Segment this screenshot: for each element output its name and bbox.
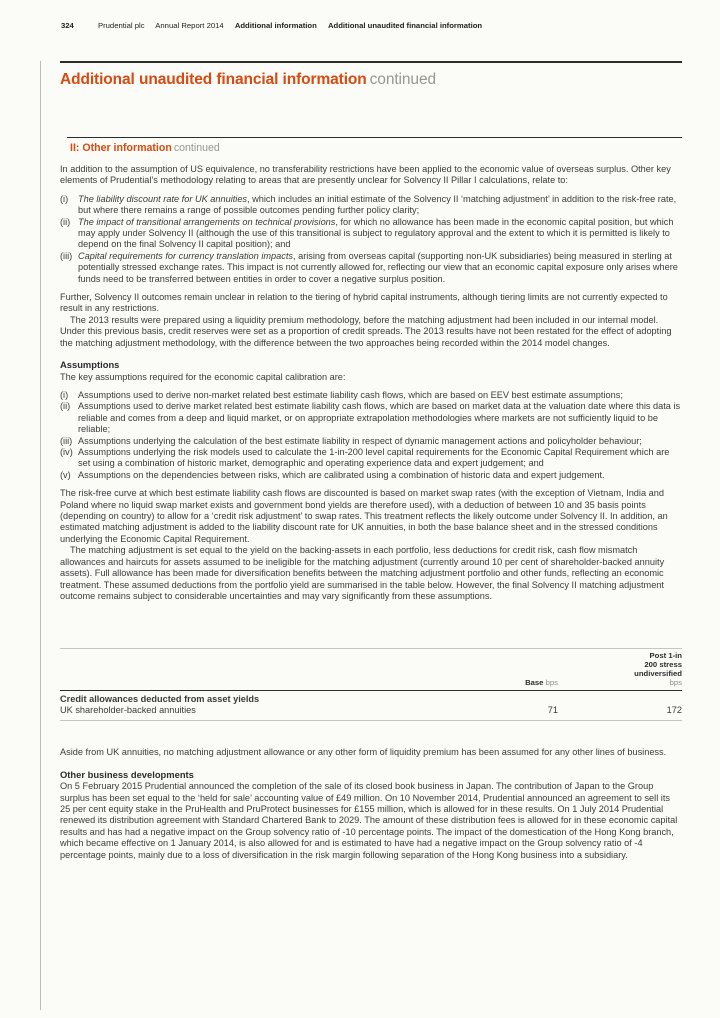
aside-paragraph: Aside from UK annuities, no matching adjustment allowance or any other form of liquidity premium has been assumed for any other lines of business. bbox=[60, 747, 667, 758]
solvency-list bbox=[60, 194, 682, 285]
list-item bbox=[60, 470, 682, 481]
list-item-text: Assumptions used to derive market related best estimate liability cash flows, which are based on market data at the valuation date where this data is reliable and comes from a deep and liquid market, or on appropriate extrapolation methodologies where markets are not sufficiently liquid to be reliable; bbox=[78, 401, 681, 435]
list-item-marker: (iii) bbox=[60, 250, 73, 261]
list-item-marker: (v) bbox=[60, 469, 71, 480]
page-number: 324 bbox=[61, 21, 74, 30]
list-item bbox=[60, 447, 682, 470]
column-header-stress-line1: Post 1-in bbox=[649, 651, 682, 661]
list-item-lead: The liability discount rate for UK annuities bbox=[78, 193, 248, 204]
other-business-paragraph: On 5 February 2015 Prudential announced the completion of the sale of its closed book business in Japan. The contribution of Japan to the Group surplus has been set equal to the ‘held for sale’ accounting value of £49 million. On 10 November 2014, Prudential announced an agreement to sell its 25 per cent equity stake in the PruHealth and PruProtect businesses for £155 million, which is allowed for in these results. On 1 July 2014 Prudential renewed its distribution agreement with Standard Chartered Bank to 2029. The amount of these distribution fees is allowed for in these economic capital results and has had a negative impact on the Group solvency ratio of -10 percentage points. The impact of the domestication of the Hong Kong branch, which became effective on 1 January 2014, is also allowed for and is estimated to have had a negative impact on the Group solvency ratio of -4 percentage points, mainly due to a loss of diversification in the risk margin following separation of the Hong Kong business into a subsidiary. bbox=[60, 781, 678, 860]
intro-paragraph: In addition to the assumption of US equivalence, no transferability restrictions have been applied to the economic value of overseas surplus. Other key elements of Prudential’s methodology relating to areas that are presently unclear for Solvency II Pillar I calculations, relate to: bbox=[60, 164, 671, 186]
section-heading-continued: continued bbox=[173, 142, 220, 154]
paragraph-group bbox=[60, 488, 682, 602]
table-group-row: Credit allowances deducted from asset yields bbox=[60, 693, 260, 704]
further-paragraph: Further, Solvency II outcomes remain unclear in relation to the tiering of hybrid capital instruments, although tiering limits are not currently expected to result in any restrictions. bbox=[60, 292, 668, 314]
section-heading-main: II: Other information bbox=[70, 142, 172, 154]
assumptions-heading: Assumptions bbox=[60, 359, 120, 371]
table-body bbox=[60, 691, 682, 722]
table-header-row bbox=[60, 648, 682, 690]
breadcrumb-report: Annual Report 2014 bbox=[155, 21, 224, 30]
list-item bbox=[60, 217, 682, 251]
list-item bbox=[60, 401, 682, 435]
table-row bbox=[60, 705, 682, 716]
list-item-rest: , which includes an initial estimate of the Solvency II ‘matching adjustment’ in addition to the risk-free rate, but where there remains a range of possible outcomes pending further policy clarity; bbox=[78, 193, 677, 216]
breadcrumb-section: Additional information bbox=[234, 21, 317, 30]
column-header-stress-unit: bps bbox=[669, 677, 682, 687]
page-title-continued: continued bbox=[369, 71, 436, 88]
column-header-stress-line2: 200 stress bbox=[644, 660, 682, 670]
list-item-lead: The impact of transitional arrangements on technical provisions bbox=[78, 216, 336, 227]
left-margin-rule bbox=[40, 61, 41, 1010]
list-item-text bbox=[78, 251, 678, 284]
risk-free-paragraph: The risk-free curve at which best estimate liability cash flows are discounted is based on market swap rates (with the exception of Vietnam, India and Poland where no liquid swap market exists and government bond yields are therefore used), with a deduction of between 10 and 35 basis points (depending on country) to allow for a ‘credit risk adjustment’ to swap rates. This treatment reflects the likely outcome under Solvency II. In addition, an estimated matching adjustment is added to the liability discount rate for UK annuities, in both the base balance sheet and in the stressed conditions underlying the Economic Capital Requirement. bbox=[60, 488, 668, 544]
column-header-base-unit: bps bbox=[545, 677, 558, 687]
list-item-marker: (ii) bbox=[60, 401, 71, 412]
list-item bbox=[60, 194, 682, 217]
list-item-marker: (ii) bbox=[60, 216, 71, 227]
breadcrumb-company: Prudential plc bbox=[97, 21, 145, 30]
table-cell-base-value: 71 bbox=[547, 704, 558, 715]
page-title-main: Additional unaudited financial information bbox=[60, 71, 367, 88]
column-header-stress-line3: undiversified bbox=[634, 668, 682, 678]
list-item-marker: (i) bbox=[60, 193, 69, 204]
results-2013-paragraph: The 2013 results were prepared using a liquidity premium methodology, before the matching adjustment had been included in our internal model. Under this previous basis, credit reserves were set as a proportion of credit spreads. The 2013 results have not been restated for the effect of adopting the matching adjustment methodology, with the difference between the two approaches being recorded within the 2014 model changes. bbox=[60, 314, 672, 348]
list-item bbox=[60, 390, 682, 401]
list-item-text bbox=[78, 217, 673, 250]
assumptions-list bbox=[60, 390, 682, 481]
page-header bbox=[61, 21, 491, 30]
table-cell-stress-value: 172 bbox=[666, 704, 682, 715]
list-item-text: Assumptions underlying the calculation of the best estimate liability in respect of dynamic management actions and policyholder behaviour; bbox=[78, 435, 642, 446]
list-item-text: Assumptions on the dependencies between risks, which are calibrated using a combination of historic data and expert judgement. bbox=[78, 469, 605, 480]
page-title bbox=[60, 71, 436, 89]
credit-allowances-table bbox=[60, 648, 682, 721]
paragraph-group bbox=[60, 292, 682, 349]
matching-adjustment-paragraph: The matching adjustment is set equal to the yield on the backing-assets in each portfolio, less deductions for credit risk, cash flow mismatch allowances and haircuts for assets assumed to be ineligible for the matching adjustment (currently around 10 per cent of shareholder-backed annuity assets). Full allowance has been made for diversification benefits between the matching adjustment portfolio and other funds, reflecting an economic treatment. These assumed deductions from the portfolio yield are summarised in the table below. However, the final Solvency II matching adjustment outcome remains subject to considerable uncertainties and may vary significantly from these assumptions. bbox=[60, 545, 665, 601]
list-item bbox=[60, 436, 682, 447]
column-header-base-label: Base bbox=[525, 677, 544, 687]
key-assumptions-paragraph: The key assumptions required for the economic capital calibration are: bbox=[60, 371, 346, 382]
section-heading bbox=[67, 137, 682, 164]
list-item-lead: Capital requirements for currency translation impacts bbox=[78, 250, 293, 261]
list-item-text: Assumptions underlying the risk models used to calculate the 1-in-200 level capital requirements for the Economic Capital Requirement which are set using a combination of historic market, demographic and operating experience data and expert judgement; and bbox=[78, 447, 670, 469]
column-header-base bbox=[488, 679, 558, 688]
title-top-rule bbox=[60, 61, 682, 63]
list-item-marker: (i) bbox=[60, 390, 69, 400]
other-business-heading: Other business developments bbox=[60, 768, 194, 780]
list-item-marker: (iv) bbox=[60, 447, 73, 458]
page-content bbox=[60, 137, 682, 868]
list-item-rest: , arising from overseas capital (supporting non-UK subsidiaries) being measured in sterling at potentially stressed exchange rates. This impact is not currently allowed for, reflecting our view that an economic capital exposure only arises where funds need to be transferred between entities in order to cover a negative surplus position. bbox=[78, 250, 678, 284]
column-header-stress bbox=[558, 652, 682, 687]
list-item-text: Assumptions used to derive non-market related best estimate liability cash flows, which are based on EEV best estimate assumptions; bbox=[78, 390, 623, 400]
list-item-marker: (iii) bbox=[60, 435, 73, 446]
list-item bbox=[60, 251, 682, 285]
breadcrumb-subsection: Additional unaudited financial information bbox=[327, 21, 483, 30]
table-row-label: UK shareholder-backed annuities bbox=[60, 704, 196, 715]
list-item-text bbox=[78, 194, 676, 215]
list-item-rest: , for which no allowance has been made in the economic capital position, but which may apply under Solvency II (although the use of this transitional is subject to regulatory approval and the extent to which it is permitted is likely to depend on the final Solvency II capital position); and bbox=[78, 216, 674, 250]
